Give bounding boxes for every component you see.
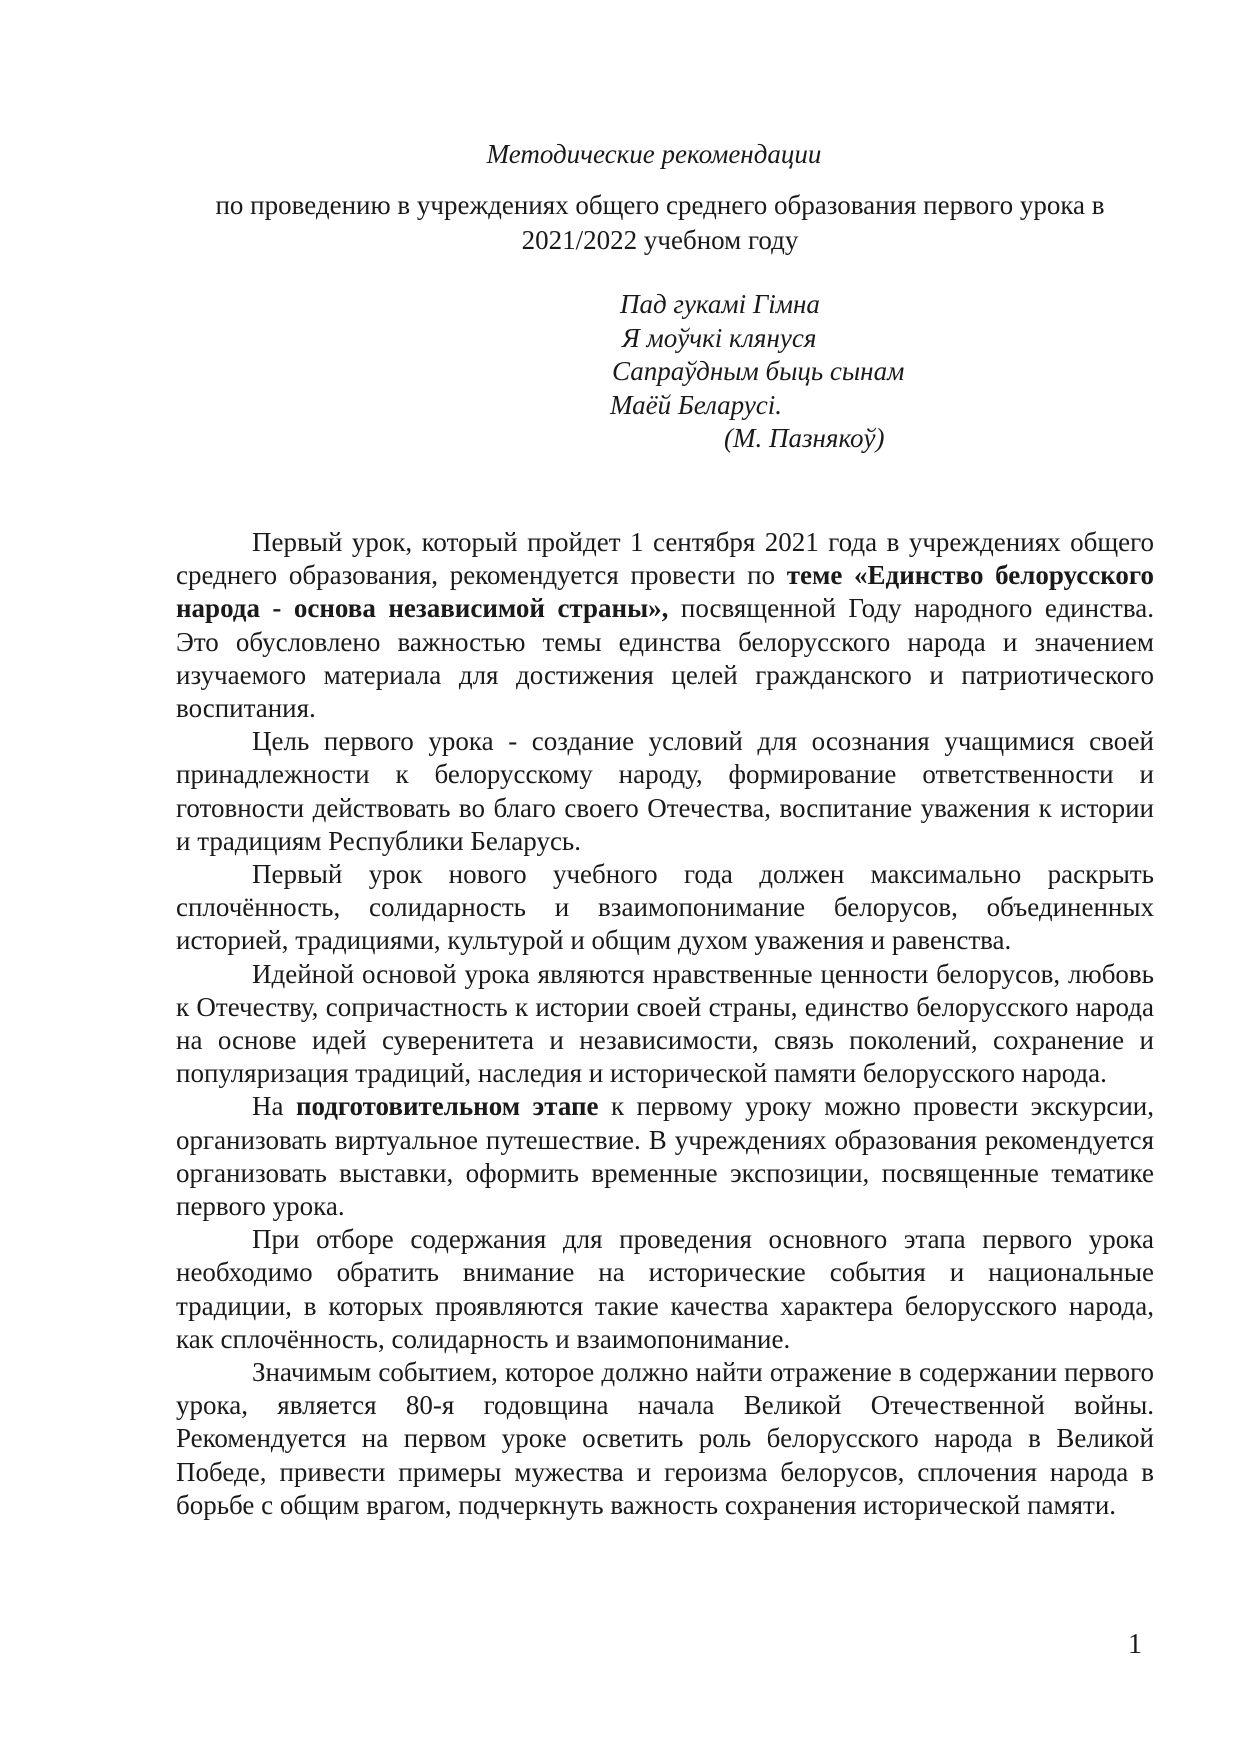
document-title: Методические рекомендации — [486, 139, 822, 169]
epigraph-line: Сапраўдным быць сынам — [612, 356, 905, 386]
paragraph-text: к первому уроку можно провести экскурсии, организовать виртуальное путешествие. В учреждениях образования рекомендуется организовать выставки, оформить временные экспозиции, посвященные тематике первого урока. — [176, 1091, 1155, 1222]
paragraph-bold-text: подготовительном этапе — [295, 1091, 599, 1122]
paragraph-text: посвященной Году народного единства. Это обусловлено важностью темы единства белорусского народа и значением изучаемого материала для достижения целей гражданского и патриотического воспитания. — [176, 593, 1154, 724]
paragraph-text: Первый урок, который пройдет 1 сентября 2021 года в учреждениях общего среднего образования, рекомендуется провести по — [176, 527, 1154, 591]
paragraph: Первый урок нового учебного года должен максимально раскрыть сплочённость, солидарность и взаимопонимание белорусов, объединенных историей, традициями, культурой и общим духом уважения и равенства. — [176, 859, 1154, 956]
paragraph: Цель первого урока - создание условий для осознания учащимися своей принадлежности к белорусскому народу, формирование ответственности и готовности действовать во благо своего Отечества, воспитание уважения к истории и традициям Республики Беларусь. — [176, 726, 1154, 856]
body-text — [176, 526, 1154, 1522]
epigraph — [0, 288, 1241, 456]
paragraph: Идейной основой урока являются нравственные ценности белорусов, любовь к Отечеству, сопричастность к истории своей страны, единство белорусского народа на основе идей суверенитета и независимости, связь поколений, сохранение и популяризация традиций, наследия и исторической памяти белорусского народа. — [176, 958, 1154, 1089]
paragraph: При отборе содержания для проведения основного этапа первого урока необходимо обратить внимание на исторические события и национальные традиции, в которых проявляются такие качества характера белорусского народа, как сплочённость, солидарность и взаимопонимание. — [176, 1224, 1154, 1354]
paragraph-bold-text: теме «Единство белорусского народа - основа независимой страны», — [176, 560, 1154, 624]
page-number: 1 — [1128, 1629, 1142, 1660]
paragraph — [176, 526, 1154, 725]
epigraph-author: (М. Пазнякоў) — [724, 423, 885, 453]
document-subtitle: по проведению в учреждениях общего среднего образования первого урока в 2021/2022 учебном году — [215, 190, 1105, 255]
epigraph-line: Я моўчкі клянуся — [622, 322, 817, 353]
paragraph-text: На — [252, 1091, 296, 1122]
paragraph: Значимым событием, которое должно найти отражение в содержании первого урока, является 80-я годовщина начала Великой Отечественной войны. Рекомендуется на первом уроке осветить роль белорусского народа в Великой Победе, привести примеры мужества и героизма белорусов, сплочения народа в борьбе с общим врагом, подчеркнуть важность сохранения исторической памяти. — [176, 1357, 1154, 1520]
paragraph — [176, 1090, 1154, 1223]
epigraph-line: Маёй Беларусі. — [610, 389, 783, 420]
epigraph-line: Пад гукамі Гімна — [620, 289, 820, 319]
